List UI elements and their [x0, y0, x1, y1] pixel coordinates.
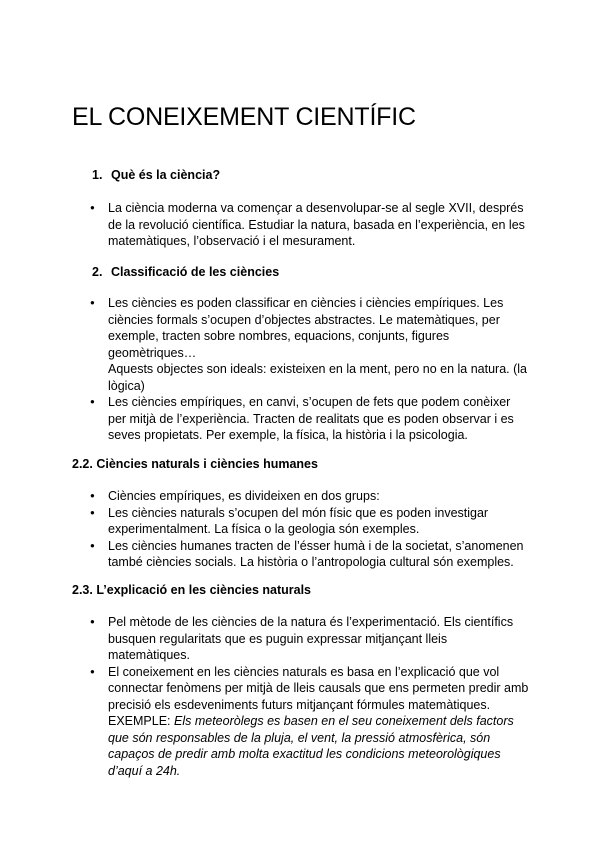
section-title: Classificació de les ciències — [111, 265, 280, 279]
list-item — [90, 538, 530, 571]
list-item — [90, 295, 530, 394]
bullet-list-2 — [90, 295, 530, 444]
list-item — [90, 614, 530, 664]
example-text: Els meteoròlegs es basen en el seu coneixement dels factors que són responsables de la pluja, el vent, la pressió atmosfèrica, són capaços de predir amb molta exactitud les condicions meteorològiques d’aquí a 24h. — [108, 714, 514, 778]
bullet-list-3 — [90, 488, 530, 571]
list-item-text: Les ciències humanes tracten de l’ésser humà i de la societat, s’anomenen també ciències socials. La història o l’antropologia cultural són exemples. — [108, 538, 524, 569]
section-number: 1. — [92, 168, 103, 182]
section-heading-2-2: 2.2. Ciències naturals i ciències humanes — [72, 457, 318, 471]
example-label: EXEMPLE: — [108, 714, 174, 728]
bullet-list-4 — [90, 614, 530, 779]
list-item-text: Ciències empíriques, es divideixen en dos grups: — [108, 489, 380, 503]
list-item-text: El coneixement en les ciències naturals es basa en l’explicació que vol connectar fenòmens per mitjà de lleis causals que ens permeten predir amb precisió els esdeveniments futurs mitjançant fórmules matemàtiques. — [108, 664, 529, 712]
section-number: 2. — [92, 265, 103, 279]
section-title: Què és la ciència? — [111, 168, 221, 182]
list-item-text: Les ciències es poden classificar en ciències i ciències empíriques. Les ciències formals s’ocupen d’objectes abstractes. Le matemàtiques, per exemple, tracten sobre nombres, equacions, conjunts, figures geomètriques… — [108, 296, 504, 360]
section-heading-2-3: 2.3. L’explicació en les ciències naturals — [72, 583, 312, 597]
section-heading-2 — [92, 265, 279, 279]
list-item — [90, 505, 530, 538]
list-item-continuation: Aquests objectes son ideals: existeixen en la ment, pero no en la natura. (la lògica) — [108, 362, 528, 393]
section-heading-1 — [92, 168, 220, 182]
list-item-text: Pel mètode de les ciències de la natura és l’experimentació. Els científics busquen regularitats que es puguin expressar mitjançant lleis matemàtiques. — [108, 615, 514, 662]
list-item — [90, 394, 530, 444]
bullet-list-1 — [90, 200, 530, 250]
document-title: EL CONEIXEMENT CIENTÍFIC — [72, 103, 416, 131]
example-block — [108, 713, 530, 779]
list-item-text: Les ciències empíriques, en canvi, s’ocupen de fets que podem conèixer per mitjà de l’experiència. Tracten de realitats que es poden observar i es seves propietats. Per exemple, la física, la història i la psicologia. — [108, 395, 514, 442]
list-item — [90, 200, 530, 250]
list-item-text: Les ciències naturals s’ocupen del món físic que es poden investigar experimentalment. La física o la geologia són exemples. — [108, 505, 489, 536]
list-item — [90, 488, 530, 505]
list-item-text: La ciència moderna va començar a desenvolupar-se al segle XVII, després de la revolució científica. Estudiar la natura, basada en l’experiència, en les matemàtiques, l’observació i el mesurament. — [108, 201, 525, 248]
list-item — [90, 664, 530, 780]
